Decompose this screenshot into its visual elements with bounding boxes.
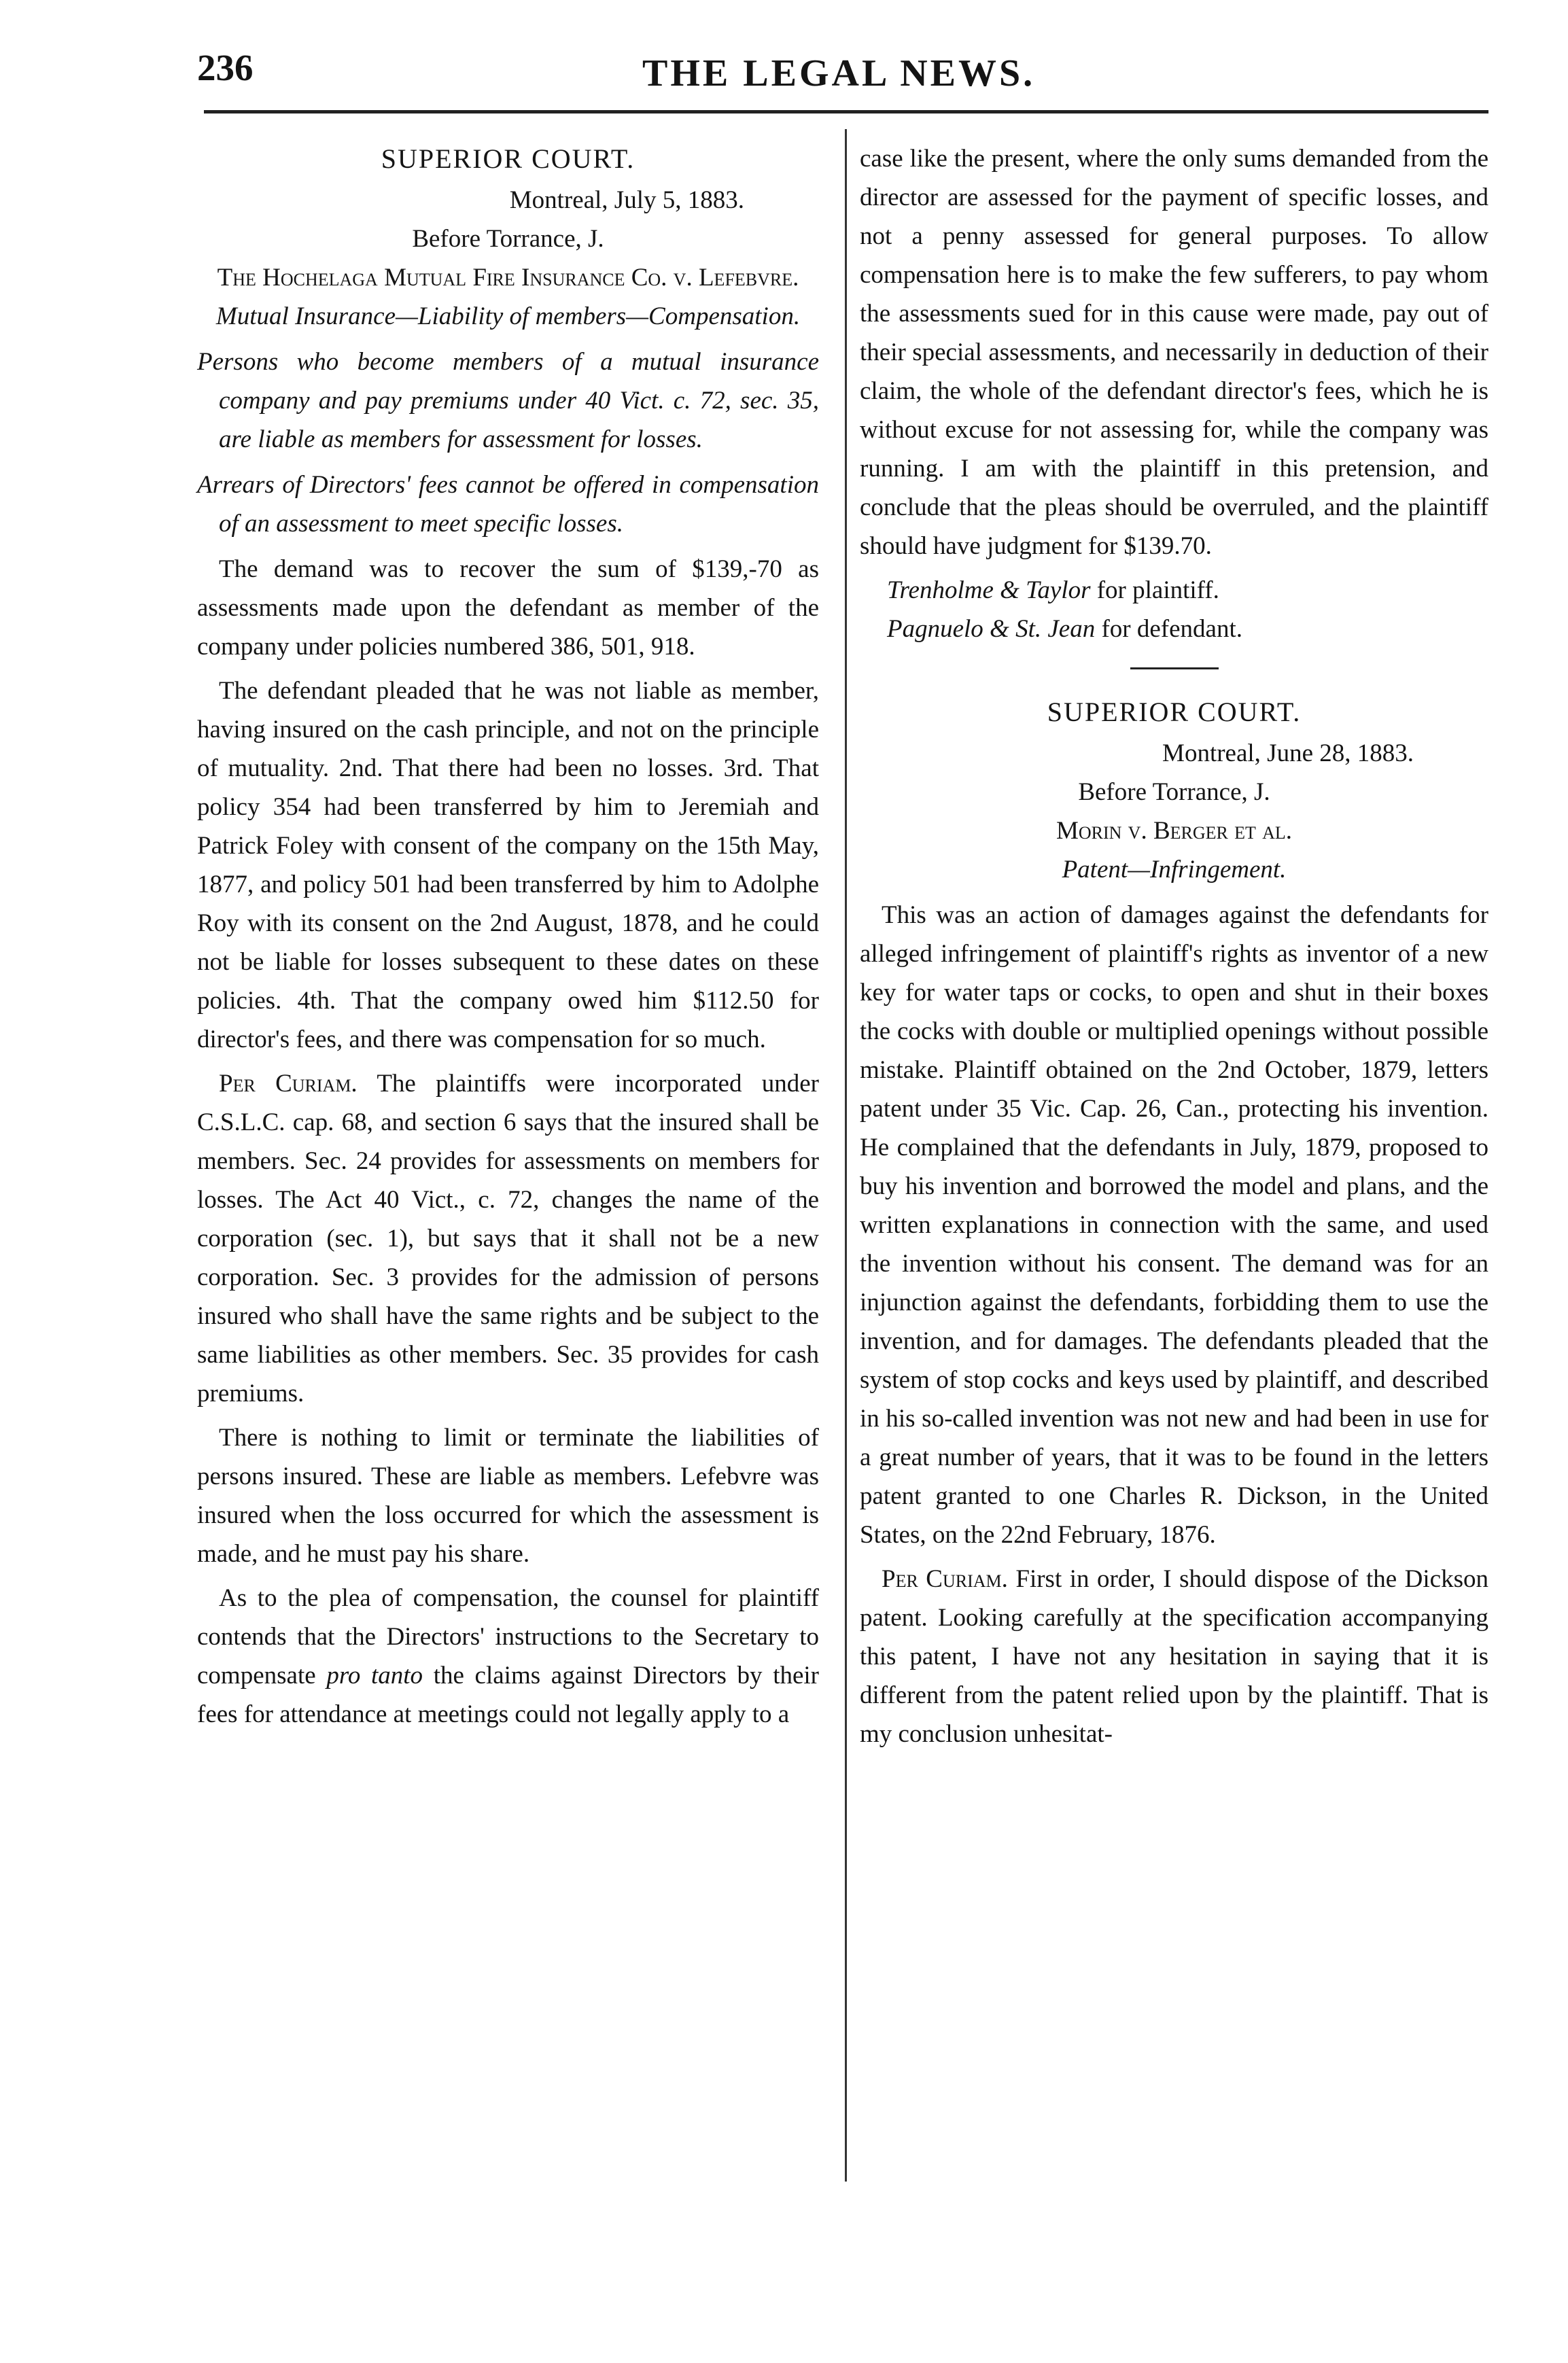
counsel-role: for defendant. <box>1101 615 1242 643</box>
body-paragraph: This was an action of damages against the defendants for alleged infringement of plaintiff's rights as inventor of a new key for water taps or cocks, to open and shut in their boxes the cocks with double or multiplied openings without possible mistake. Plaintiff obtained on the 2nd October, 1879, letters patent under 35 Vic. Cap. 26, Can., protecting his invention. He complained that the defendants in July, 1879, proposed to buy his invention and borrowed the model and plans, and the written explanations in connection with the same, and used the invention without his consent. The demand was for an injunction against the defendants, forbidding them to use the invention, and for damages. The defendants pleaded that the system of stop cocks and keys used by plaintiff, and described in his so-called invention was not new and had been in use for a great number of years, that it was to be found in the letters patent granted to one Charles R. Dickson, in the United States, on the 22nd February, 1876. <box>860 901 1488 1549</box>
case-subject: Mutual Insurance—Liability of members—Compensation. <box>215 302 801 330</box>
header-rule <box>204 110 1488 113</box>
case-title: Morin v. Berger et al. <box>1056 817 1293 845</box>
case-subject: Patent—Infringement. <box>1062 856 1287 883</box>
judge-line: Before Torrance, J. <box>412 225 604 253</box>
body-paragraph: The demand was to recover the sum of $139,-70 as assessments made upon the defendant as member of the company under policies numbered 386, 501, 918. <box>197 555 819 661</box>
page-header <box>197 39 1488 101</box>
judgment-paragraph <box>197 1064 819 1413</box>
headnote: Arrears of Directors' fees cannot be offered in compensation of an assessment to meet specific losses. <box>197 471 819 538</box>
court-title: SUPERIOR COURT. <box>1047 697 1302 727</box>
right-column <box>860 139 1488 1759</box>
judgment-paragraph <box>860 1560 1488 1753</box>
case-title: The Hochelaga Mutual Fire Insurance Co. v. Lefebvre. <box>217 264 799 292</box>
judge-line: Before Torrance, J. <box>1078 778 1270 806</box>
section-divider <box>1130 667 1219 669</box>
judgment-text: The plaintiffs were incorporated under C.S.L.C. cap. 68, and section 6 says that the insured shall be members. Sec. 24 provides for assessments on members for losses. The Act 40 Vict., c. 72, changes the name of the corporation (sec. 1), but says that it shall not be a new corporation. Sec. 3 provides for the admission of persons insured who shall have the same rights and be subject to the same liabilities as other members. Sec. 35 provides for cash premiums. <box>197 1070 819 1407</box>
per-curiam-label: Per Curiam. <box>219 1070 358 1098</box>
body-paragraph <box>197 1579 819 1734</box>
journal-title: THE LEGAL NEWS. <box>642 52 1036 94</box>
latin-phrase: pro tanto <box>326 1662 423 1690</box>
column-divider <box>845 129 847 2182</box>
counsel-plaintiff <box>860 571 1488 610</box>
decision-date: Montreal, June 28, 1883. <box>1162 739 1414 767</box>
counsel-role: for plaintiff. <box>1096 576 1219 604</box>
body-paragraph-continued: case like the present, where the only sums demanded from the director are assessed for the payment of specific losses, and not a penny assessed for general purposes. To allow compensation here is to make the few sufferers, to pay whom the assessments sued for in this cause were made, pay out of their special assessments, and necessarily in deduction of their claim, the whole of the defendant director's fees, which he is without excuse for not assessing for, while the company was running. I am with the plaintiff in this pretension, and conclude that the pleas should be overruled, and the plaintiff should have judgment for $139.70. <box>860 145 1488 560</box>
per-curiam-label: Per Curiam. <box>882 1565 1008 1593</box>
left-column <box>197 139 819 1739</box>
text-span: the claims against Directors by their fees for attendance at meetings could not legally apply to a <box>197 1662 820 1728</box>
judgment-text: First in order, I should dispose of the Dickson patent. Looking carefully at the specification accompanying this patent, I have not any hesitation in saying that it is different from the patent relied upon by the plaintiff. That is my conclusion unhesitat- <box>860 1565 1489 1748</box>
court-title: SUPERIOR COURT. <box>381 143 635 174</box>
page-number: 236 <box>197 47 254 88</box>
headnote: Persons who become members of a mutual insurance company and pay premiums under 40 Vict. c. 72, sec. 35, are liable as members for assessment for losses. <box>197 348 819 453</box>
counsel-names: Trenholme & Taylor <box>887 576 1091 604</box>
counsel-defendant <box>860 610 1488 648</box>
body-paragraph: The defendant pleaded that he was not liable as member, having insured on the cash principle, and not on the principle of mutuality. 2nd. That there had been no losses. 3rd. That policy 354 had been transferred by him to Jeremiah and Patrick Foley with consent of the company on the 15th May, 1877, and policy 501 had been transferred by him to Adolphe Roy with its consent on the 2nd August, 1878, and he could not be liable for losses subsequent to these dates on these policies. 4th. That the company owed him $112.50 for director's fees, and there was compensation for so much. <box>197 677 819 1053</box>
decision-date: Montreal, July 5, 1883. <box>509 186 744 214</box>
text-span: As to the plea of compensation, the counsel for plaintiff contends that the Directors' instructions to the Secretary to compensate <box>197 1584 819 1690</box>
body-paragraph: There is nothing to limit or terminate the liabilities of persons insured. These are liable as members. Lefebvre was insured when the loss occurred for which the assessment is made, and he must pay his share. <box>197 1424 819 1568</box>
counsel-names: Pagnuelo & St. Jean <box>887 615 1096 643</box>
